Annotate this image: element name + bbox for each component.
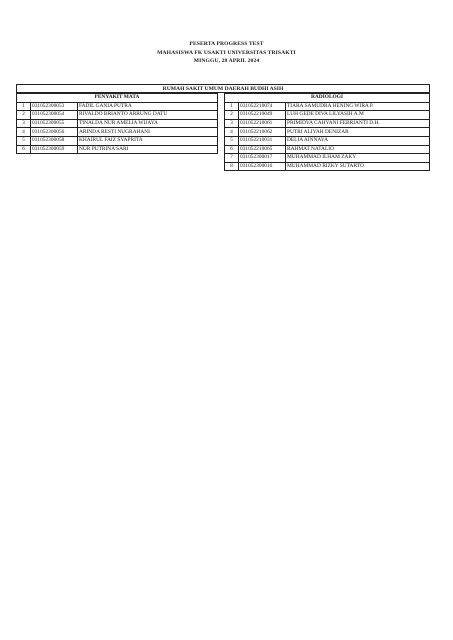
table-row bbox=[225, 111, 430, 120]
row-number: 4 bbox=[17, 128, 31, 137]
header-subtitle: MAHASISWA FK USAKTI UNIVERSITAS TRISAKTI bbox=[157, 49, 296, 56]
participants-section bbox=[16, 84, 430, 190]
table-body bbox=[225, 102, 430, 171]
row-number: 2 bbox=[225, 111, 239, 120]
table-row bbox=[225, 102, 430, 111]
student-id: 031052210031 bbox=[239, 136, 286, 145]
row-number: 1 bbox=[17, 102, 31, 111]
student-id: 031052300053 bbox=[31, 102, 78, 111]
row-number: 6 bbox=[17, 145, 31, 154]
table-row bbox=[225, 136, 430, 145]
table-header-row bbox=[17, 94, 218, 103]
student-name: ARINDA RESTI NUGRAHANI bbox=[78, 128, 218, 137]
table-row bbox=[17, 111, 218, 120]
table-row bbox=[17, 102, 218, 111]
student-id: 031052300058 bbox=[31, 136, 78, 145]
table-body bbox=[17, 102, 218, 154]
student-id: 031052300056 bbox=[31, 128, 78, 137]
header-date: MINGGU, 28 APRIL 2024 bbox=[193, 58, 260, 65]
student-id: 031052210074 bbox=[239, 102, 286, 111]
student-id: 031052210049 bbox=[239, 111, 286, 120]
table-row bbox=[17, 119, 218, 128]
row-number: 7 bbox=[225, 154, 239, 163]
hospital-name: RUMAH SAKIT UMUM DAERAH BUDHI ASIH bbox=[16, 84, 430, 93]
table-radiologi bbox=[224, 93, 430, 171]
table-row bbox=[225, 145, 430, 154]
table-title: PENYAKIT MATA bbox=[17, 94, 218, 103]
student-name: PRIMIDYA CAHYANI FEBRIANTI D.H. bbox=[286, 119, 430, 128]
student-name: FADIL GANIA PUTRA bbox=[78, 102, 218, 111]
table-row bbox=[17, 145, 218, 154]
student-name: DELIA AINNAYA bbox=[286, 136, 430, 145]
table-row bbox=[225, 154, 430, 163]
student-id: 031052210061 bbox=[239, 119, 286, 128]
student-name: KHAIRUL FAIZ SYAPRITA bbox=[78, 136, 218, 145]
table-row bbox=[225, 162, 430, 171]
row-number: 5 bbox=[225, 136, 239, 145]
header-title: PESERTA PROGRESS TEST bbox=[189, 41, 264, 47]
student-id: 031052300016 bbox=[239, 162, 286, 171]
student-id: 031052300059 bbox=[31, 145, 78, 154]
student-id: 031052300055 bbox=[31, 119, 78, 128]
document-header bbox=[0, 40, 453, 66]
row-number: 3 bbox=[17, 119, 31, 128]
student-id: 031052300017 bbox=[239, 154, 286, 163]
student-name: PUTRI ALIYAH DENIZAR bbox=[286, 128, 430, 137]
student-name: RAHMAT NATALIO bbox=[286, 145, 430, 154]
student-name: TINALDA NUR AMELIA WIJAYA bbox=[78, 119, 218, 128]
row-number: 3 bbox=[225, 119, 239, 128]
row-number: 2 bbox=[17, 111, 31, 120]
student-name: LUH GEDE DIVA LILYASIH A.M bbox=[286, 111, 430, 120]
student-id: 031052210065 bbox=[239, 145, 286, 154]
student-name: RIVALDO BRIANTO ARRUNG DATU bbox=[78, 111, 218, 120]
table-row bbox=[225, 119, 430, 128]
table-row bbox=[17, 128, 218, 137]
student-id: 031052300054 bbox=[31, 111, 78, 120]
table-header-row bbox=[225, 94, 430, 103]
student-id: 031052210062 bbox=[239, 128, 286, 137]
row-number: 4 bbox=[225, 128, 239, 137]
row-number: 1 bbox=[225, 102, 239, 111]
row-number: 8 bbox=[225, 162, 239, 171]
table-penyakit-mata bbox=[16, 93, 218, 154]
student-name: NUR PUTRINA SARI bbox=[78, 145, 218, 154]
row-number: 5 bbox=[17, 136, 31, 145]
table-row bbox=[17, 136, 218, 145]
student-name: TIARA SAMUDRA HENING WIRA P. bbox=[286, 102, 430, 111]
student-name: MUHAMMAD ILHAM ZAKY bbox=[286, 154, 430, 163]
student-name: MUHAMMAD RIZKY SUTARTO bbox=[286, 162, 430, 171]
row-number: 6 bbox=[225, 145, 239, 154]
table-row bbox=[225, 128, 430, 137]
table-title: RADIOLOGI bbox=[225, 94, 430, 103]
